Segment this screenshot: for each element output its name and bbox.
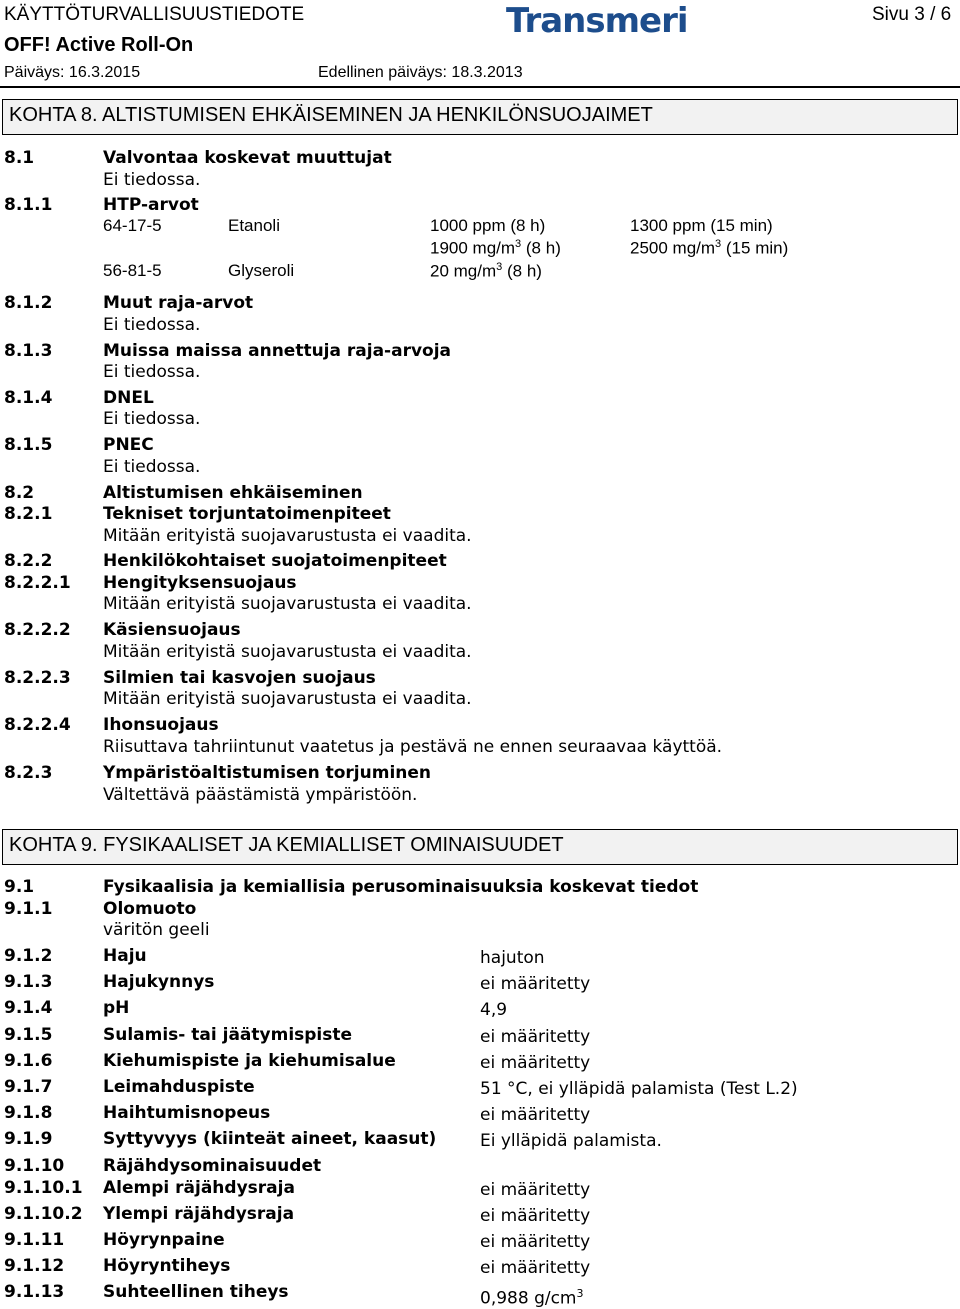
subsection-text: Ei tiedossa.	[103, 362, 201, 382]
htp-value: 2500 $mg/m^3$ (15 min)	[630, 238, 789, 258]
subsection-title: Ympäristöaltistumisen torjuminen	[103, 763, 432, 783]
subsection-title: Tekniset torjuntatoimenpiteet	[103, 504, 391, 524]
subsection-text: Mitään erityistä suojavarustusta ei vaadita.	[103, 526, 472, 546]
subsection-number: 8.1.4	[4, 388, 53, 408]
subsection-title: Valvontaa koskevat muuttujat	[103, 148, 392, 168]
subsection-text: väritön geeli	[103, 920, 210, 940]
property-value: Ei ylläpidä palamista.	[480, 1131, 662, 1151]
section-8-title: KOHTA 8. ALTISTUMISEN EHKÄISEMINEN JA HENKILÖNSUOJAIMET	[9, 104, 653, 126]
subsection-number: 8.1	[4, 148, 35, 168]
property-number: 9.1.11	[4, 1230, 65, 1250]
subsection-number: 8.1.3	[4, 341, 53, 361]
property-label: Kiehumispiste ja kiehumisalue	[103, 1051, 396, 1071]
property-number: 9.1.12	[4, 1256, 65, 1276]
subsection-text: Vältettävä päästämistä ympäristöön.	[103, 785, 418, 805]
previous-date: Edellinen päiväys: 18.3.2013	[318, 64, 523, 81]
subsection-text: Ei tiedossa.	[103, 409, 201, 429]
subsection-text: Riisuttava tahriintunut vaatetus ja pestävä ne ennen seuraavaa käyttöä.	[103, 737, 723, 757]
subsection-title: Ihonsuojaus	[103, 715, 219, 735]
subsection-number: 8.1.2	[4, 293, 53, 313]
subsection-text: Ei tiedossa.	[103, 170, 201, 190]
property-label: Höyryntiheys	[103, 1256, 231, 1276]
section-8-header	[2, 99, 958, 135]
subsection-title: Silmien tai kasvojen suojaus	[103, 668, 376, 688]
property-value: hajuton	[480, 948, 545, 968]
revision-date: Päiväys: 16.3.2015	[4, 64, 141, 81]
htp-value: 1300 ppm (15 min)	[630, 216, 773, 235]
property-value: ei määritetty	[480, 1105, 591, 1125]
subsection-number: 8.2.2	[4, 551, 53, 571]
property-value: 0,988 $g/cm^3$	[480, 1287, 584, 1309]
property-number: 9.1.3	[4, 972, 53, 992]
property-label: Leimahduspiste	[103, 1077, 255, 1097]
section-9-title: KOHTA 9. FYSIKAALISET JA KEMIALLISET OMINAISUUDET	[9, 834, 564, 856]
subsection-number: 8.2	[4, 483, 35, 503]
property-label: Haihtumisnopeus	[103, 1103, 271, 1123]
subsection-title: Muut raja-arvot	[103, 293, 254, 313]
document-type: KÄYTTÖTURVALLISUUSTIEDOTE	[4, 4, 305, 25]
property-number: 9.1.9	[4, 1129, 53, 1149]
htp-substance: Glyseroli	[228, 261, 295, 280]
property-number: 9.1.6	[4, 1051, 53, 1071]
property-label: pH	[103, 998, 130, 1018]
property-number: 9.1.8	[4, 1103, 53, 1123]
subsection-text: Mitään erityistä suojavarustusta ei vaadita.	[103, 689, 472, 709]
property-number: 9.1.2	[4, 946, 53, 966]
property-value: ei määritetty	[480, 1232, 591, 1252]
subsection-text: Ei tiedossa.	[103, 315, 201, 335]
subsection-title: Hengityksensuojaus	[103, 573, 297, 593]
product-name: OFF! Active Roll-On	[4, 34, 194, 56]
subsection-title: Altistumisen ehkäiseminen	[103, 483, 363, 503]
property-number: 9.1.7	[4, 1077, 53, 1097]
section-9-header	[2, 829, 958, 865]
htp-value: 1000 ppm (8 h)	[430, 216, 546, 235]
subsection-number: 8.2.2.2	[4, 620, 71, 640]
subsection-number: 9.1	[4, 877, 35, 897]
property-value: ei määritetty	[480, 1180, 591, 1200]
subsection-title: Muissa maissa annettuja raja-arvoja	[103, 341, 452, 361]
subsection-number: 8.1.1	[4, 195, 53, 215]
property-label: Höyrynpaine	[103, 1230, 225, 1250]
subsection-title: Olomuoto	[103, 899, 197, 919]
property-number: 9.1.10.2	[4, 1204, 83, 1224]
property-value: ei määritetty	[480, 1258, 591, 1278]
property-number: 9.1.5	[4, 1025, 53, 1045]
property-label: Sulamis- tai jäätymispiste	[103, 1025, 353, 1045]
subsection-number: 8.2.2.1	[4, 573, 71, 593]
property-label: Suhteellinen tiheys	[103, 1282, 289, 1302]
property-label: Hajukynnys	[103, 972, 215, 992]
header-divider	[0, 86, 960, 88]
property-label: Ylempi räjähdysraja	[103, 1204, 295, 1224]
subsection-title: Fysikaalisia ja kemiallisia perusominaisuuksia koskevat tiedot	[103, 877, 699, 897]
subsection-title: HTP-arvot	[103, 195, 199, 215]
property-number: 9.1.10.1	[4, 1178, 83, 1198]
htp-cas: 64-17-5	[103, 216, 162, 235]
subsection-number: 8.1.5	[4, 435, 53, 455]
property-value: ei määritetty	[480, 1206, 591, 1226]
subsection-number: 8.2.1	[4, 504, 53, 524]
htp-value: 1900 $mg/m^3$ (8 h)	[430, 238, 561, 258]
property-value: ei määritetty	[480, 974, 591, 994]
subsection-number: 8.2.2.3	[4, 668, 71, 688]
property-label: Haju	[103, 946, 147, 966]
property-label: Alempi räjähdysraja	[103, 1178, 295, 1198]
page-number: Sivu 3 / 6	[872, 4, 952, 25]
property-number: 9.1.4	[4, 998, 53, 1018]
property-value: 51 °C, ei ylläpidä palamista (Test L.2)	[480, 1079, 798, 1099]
htp-cas: 56-81-5	[103, 261, 162, 280]
subsection-number: 9.1.1	[4, 899, 53, 919]
subsection-title: PNEC	[103, 435, 154, 455]
property-value: ei määritetty	[480, 1027, 591, 1047]
subsection-text: Ei tiedossa.	[103, 457, 201, 477]
property-number: 9.1.10	[4, 1156, 65, 1176]
logo-text: Transmeri	[506, 2, 688, 38]
property-label: Syttyvyys (kiinteät aineet, kaasut)	[103, 1129, 437, 1149]
subsection-title: Käsiensuojaus	[103, 620, 241, 640]
subsection-text: Mitään erityistä suojavarustusta ei vaadita.	[103, 642, 472, 662]
company-logo	[506, 2, 728, 38]
property-number: 9.1.13	[4, 1282, 65, 1302]
subsection-text: Mitään erityistä suojavarustusta ei vaadita.	[103, 594, 472, 614]
subsection-title: Henkilökohtaiset suojatoimenpiteet	[103, 551, 447, 571]
property-label: Räjähdysominaisuudet	[103, 1156, 322, 1176]
htp-substance: Etanoli	[228, 216, 280, 235]
property-value: ei määritetty	[480, 1053, 591, 1073]
htp-value: 20 $mg/m^3$ (8 h)	[430, 261, 542, 281]
subsection-number: 8.2.3	[4, 763, 53, 783]
subsection-number: 8.2.2.4	[4, 715, 71, 735]
subsection-title: DNEL	[103, 388, 154, 408]
property-value: 4,9	[480, 1000, 508, 1020]
